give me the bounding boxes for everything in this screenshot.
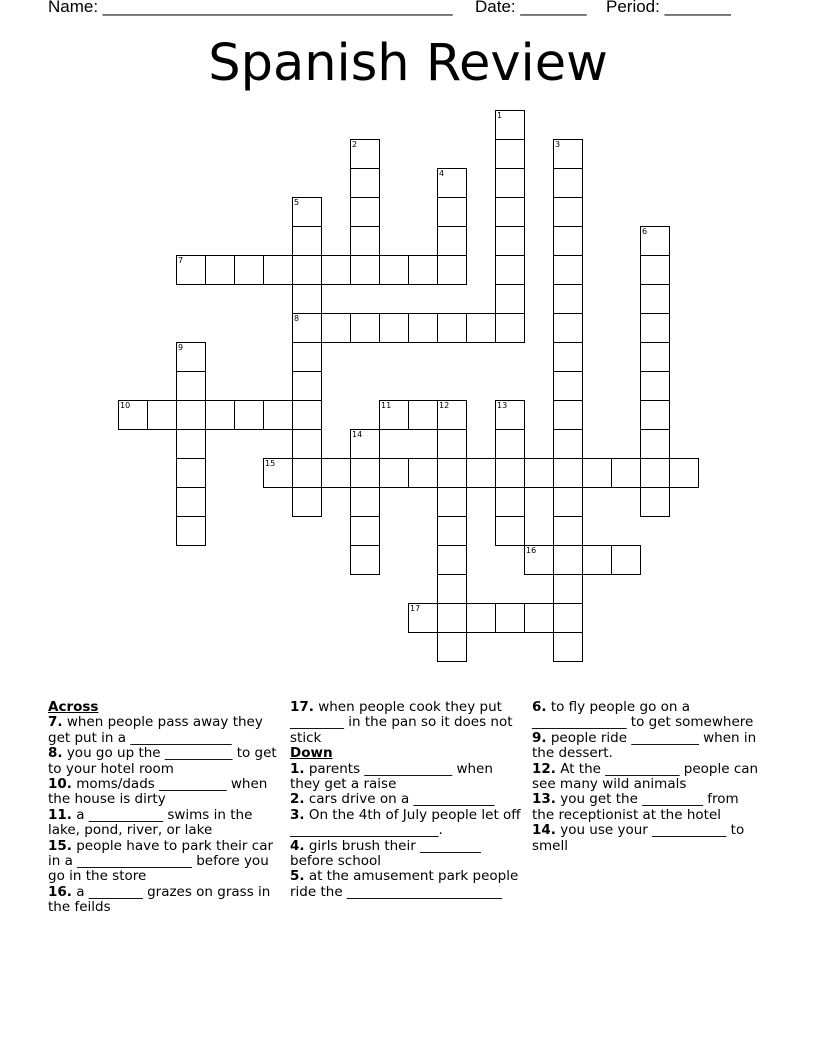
grid-cell[interactable] [553, 400, 583, 430]
clue-number: 4. [290, 837, 305, 854]
clue-number: 2. [290, 791, 305, 808]
grid-cell[interactable] [437, 400, 467, 430]
grid-cell[interactable] [437, 313, 467, 343]
clue-item [290, 808, 522, 839]
grid-cell[interactable] [408, 458, 438, 488]
grid-cell[interactable] [553, 632, 583, 662]
clue-number-label: 9 [178, 343, 184, 352]
grid-cell[interactable] [321, 458, 351, 488]
clue-text: people have to park their car in a _________________ before you go in the store [48, 837, 274, 885]
grid-cell[interactable] [379, 255, 409, 285]
grid-cell[interactable] [437, 574, 467, 604]
grid-cell[interactable] [553, 603, 583, 633]
grid-cell[interactable] [553, 487, 583, 517]
clue-item [532, 823, 764, 854]
grid-cell[interactable] [495, 255, 525, 285]
grid-cell[interactable] [350, 168, 380, 198]
grid-cell[interactable] [205, 400, 235, 430]
grid-cell[interactable] [640, 371, 670, 401]
grid-cell[interactable] [350, 226, 380, 256]
clue-number-label: 15 [265, 459, 276, 468]
grid-cell[interactable] [495, 197, 525, 227]
grid-cell[interactable] [437, 168, 467, 198]
clue-text: people ride __________ when in the dessert. [532, 729, 757, 762]
grid-cell[interactable] [495, 516, 525, 546]
grid-cell[interactable] [553, 255, 583, 285]
grid-cell[interactable] [350, 429, 380, 459]
grid-cell[interactable] [524, 458, 554, 488]
grid-cell[interactable] [553, 371, 583, 401]
grid-cell[interactable] [553, 197, 583, 227]
clue-text: parents _____________ when they get a raise [290, 760, 493, 793]
clue-number-label: 10 [120, 401, 131, 410]
clue-item [48, 746, 280, 777]
clue-number: 5. [290, 868, 305, 885]
grid-cell[interactable] [640, 255, 670, 285]
grid-cell[interactable] [176, 487, 206, 517]
clue-text: you get the _________ from the receptionist at the hotel [532, 791, 739, 823]
grid-cell[interactable] [640, 284, 670, 314]
name-field[interactable]: Name: _____________________________________ [48, 0, 453, 16]
clue-number: 9. [532, 729, 547, 746]
clue-item [532, 792, 764, 823]
grid-cell[interactable] [176, 516, 206, 546]
grid-cell[interactable] [292, 400, 322, 430]
clue-text: a ________ grazes on grass in the feilds [48, 883, 271, 916]
clue-text: when people pass away they get put in a _______________ [48, 714, 263, 746]
clue-item [532, 762, 764, 793]
clue-text: moms/dads __________ when the house is dirty [48, 776, 268, 808]
grid-cell[interactable] [553, 574, 583, 604]
grid-cell[interactable] [263, 255, 293, 285]
clue-item [290, 700, 522, 746]
clue-number: 11. [48, 806, 72, 823]
grid-cell[interactable] [669, 458, 699, 488]
grid-cell[interactable] [495, 487, 525, 517]
grid-cell[interactable] [176, 400, 206, 430]
clue-item [290, 762, 522, 793]
clue-number-label: 5 [294, 198, 300, 207]
grid-cell[interactable] [495, 313, 525, 343]
clue-item [48, 808, 280, 839]
grid-cell[interactable] [350, 139, 380, 169]
grid-cell[interactable] [437, 632, 467, 662]
grid-cell[interactable] [350, 516, 380, 546]
grid-cell[interactable] [379, 400, 409, 430]
grid-cell[interactable] [466, 313, 496, 343]
grid-cell[interactable] [524, 603, 554, 633]
grid-cell[interactable] [350, 458, 380, 488]
grid-cell[interactable] [495, 400, 525, 430]
grid-cell[interactable] [408, 313, 438, 343]
clue-text: cars drive on a ____________ [304, 791, 495, 808]
grid-cell[interactable] [640, 400, 670, 430]
grid-cell[interactable] [437, 226, 467, 256]
period-field[interactable]: Period: _______ [606, 0, 731, 16]
grid-cell[interactable] [408, 255, 438, 285]
grid-cell[interactable] [292, 313, 322, 343]
grid-cell[interactable] [292, 342, 322, 372]
across-heading: Across [48, 699, 99, 715]
clue-text: girls brush their _________ before school [290, 837, 481, 870]
grid-cell[interactable] [292, 487, 322, 517]
grid-cell[interactable] [292, 429, 322, 459]
date-field[interactable]: Date: _______ [475, 0, 587, 16]
grid-cell[interactable] [408, 400, 438, 430]
grid-cell[interactable] [640, 226, 670, 256]
grid-cell[interactable] [611, 458, 641, 488]
grid-cell[interactable] [321, 255, 351, 285]
clue-text: On the 4th of July people let off ______________________. [290, 806, 521, 839]
clue-number: 17. [290, 699, 314, 715]
grid-cell[interactable] [234, 400, 264, 430]
grid-cell[interactable] [350, 487, 380, 517]
clue-item [48, 885, 280, 916]
grid-cell[interactable] [321, 313, 351, 343]
clue-text: you go up the __________ to get to your hotel room [48, 745, 277, 777]
grid-cell[interactable] [582, 458, 612, 488]
grid-cell[interactable] [495, 603, 525, 633]
grid-cell[interactable] [553, 313, 583, 343]
grid-cell[interactable] [263, 458, 293, 488]
grid-cell[interactable] [292, 371, 322, 401]
grid-cell[interactable] [611, 545, 641, 575]
grid-cell[interactable] [437, 603, 467, 633]
grid-cell[interactable] [176, 458, 206, 488]
clues-column-2 [290, 700, 522, 900]
clue-text: a ___________ swims in the lake, pond, river, or lake [48, 806, 253, 839]
clue-item [290, 869, 522, 900]
clue-number-label: 4 [439, 169, 445, 178]
grid-cell[interactable] [640, 313, 670, 343]
clue-number: 16. [48, 883, 72, 900]
clue-number: 7. [48, 714, 63, 731]
clue-number-label: 1 [497, 111, 503, 120]
clue-number-label: 17 [410, 604, 421, 613]
down-heading: Down [290, 745, 333, 762]
grid-cell[interactable] [176, 342, 206, 372]
grid-cell[interactable] [292, 255, 322, 285]
grid-cell[interactable] [176, 429, 206, 459]
grid-cell[interactable] [640, 342, 670, 372]
clue-item [290, 792, 522, 807]
grid-cell[interactable] [147, 400, 177, 430]
clue-item [532, 731, 764, 762]
clue-number-label: 14 [352, 430, 363, 439]
clues-column-1 [48, 700, 280, 916]
clue-number-label: 6 [642, 227, 648, 236]
grid-cell[interactable] [205, 255, 235, 285]
grid-cell[interactable] [350, 313, 380, 343]
grid-cell[interactable] [553, 516, 583, 546]
grid-cell[interactable] [640, 429, 670, 459]
grid-cell[interactable] [234, 255, 264, 285]
grid-cell[interactable] [640, 487, 670, 517]
grid-cell[interactable] [524, 545, 554, 575]
clue-number-label: 3 [555, 140, 561, 149]
grid-cell[interactable] [553, 226, 583, 256]
grid-cell[interactable] [379, 313, 409, 343]
clue-number-label: 16 [526, 546, 537, 555]
grid-cell[interactable] [466, 458, 496, 488]
grid-cell[interactable] [553, 429, 583, 459]
grid-cell[interactable] [292, 458, 322, 488]
grid-cell[interactable] [292, 197, 322, 227]
clue-number: 3. [290, 806, 305, 823]
clue-number: 12. [532, 760, 556, 777]
grid-cell[interactable] [437, 487, 467, 517]
clue-item [532, 700, 764, 731]
clue-number-label: 8 [294, 314, 300, 323]
clue-text: to fly people go on a ______________ to get somewhere [532, 699, 754, 731]
grid-cell[interactable] [495, 226, 525, 256]
clue-number: 15. [48, 837, 72, 854]
page-title: Spanish Review [208, 34, 608, 93]
clues-column-3 [532, 700, 764, 854]
grid-cell[interactable] [350, 255, 380, 285]
clue-number: 10. [48, 776, 72, 793]
clue-number-label: 12 [439, 401, 450, 410]
grid-cell[interactable] [553, 139, 583, 169]
grid-cell[interactable] [640, 458, 670, 488]
clue-text: At the ___________ people can see many wild animals [532, 760, 759, 793]
grid-cell[interactable] [553, 545, 583, 575]
grid-cell[interactable] [118, 400, 148, 430]
grid-cell[interactable] [553, 342, 583, 372]
grid-cell[interactable] [553, 284, 583, 314]
grid-cell[interactable] [379, 458, 409, 488]
grid-cell[interactable] [553, 458, 583, 488]
grid-cell[interactable] [176, 255, 206, 285]
grid-cell[interactable] [437, 458, 467, 488]
clue-item [290, 839, 522, 870]
grid-cell[interactable] [437, 545, 467, 575]
clue-item [48, 715, 280, 746]
clue-number-label: 13 [497, 401, 508, 410]
clue-number: 8. [48, 745, 63, 762]
grid-cell[interactable] [263, 400, 293, 430]
clue-text: you use your ___________ to smell [532, 822, 745, 854]
grid-cell[interactable] [350, 197, 380, 227]
grid-cell[interactable] [408, 603, 438, 633]
clue-item [48, 777, 280, 808]
grid-cell[interactable] [292, 284, 322, 314]
grid-cell[interactable] [350, 545, 380, 575]
grid-cell[interactable] [582, 545, 612, 575]
clue-number-label: 7 [178, 256, 184, 265]
grid-cell[interactable] [437, 255, 467, 285]
clue-number-label: 2 [352, 140, 358, 149]
clue-number: 13. [532, 791, 556, 808]
grid-cell[interactable] [466, 603, 496, 633]
clue-text: at the amusement park people ride the _______________________ [290, 868, 519, 900]
clue-item [48, 839, 280, 885]
grid-cell[interactable] [495, 458, 525, 488]
grid-cell[interactable] [176, 371, 206, 401]
clue-number-label: 11 [381, 401, 392, 410]
clue-text: when people cook they put ________ in the pan so it does not stick [290, 699, 513, 746]
grid-cell[interactable] [495, 429, 525, 459]
grid-cell[interactable] [437, 429, 467, 459]
grid-cell[interactable] [495, 168, 525, 198]
grid-cell[interactable] [495, 110, 525, 140]
clue-number: 14. [532, 822, 556, 839]
clue-number: 6. [532, 699, 547, 715]
grid-cell[interactable] [495, 139, 525, 169]
grid-cell[interactable] [553, 168, 583, 198]
grid-cell[interactable] [437, 516, 467, 546]
grid-cell[interactable] [292, 226, 322, 256]
clue-number: 1. [290, 760, 305, 777]
grid-cell[interactable] [437, 197, 467, 227]
grid-cell[interactable] [495, 284, 525, 314]
